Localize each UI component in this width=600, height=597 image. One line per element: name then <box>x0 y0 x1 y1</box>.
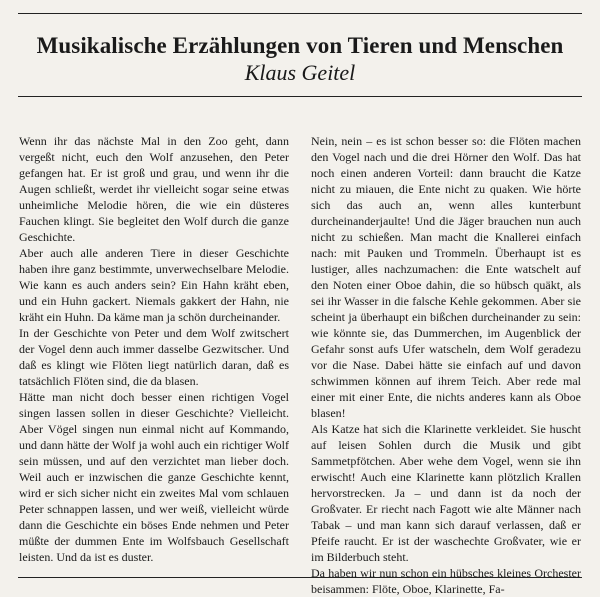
paragraph: Aber auch alle anderen Tiere in dieser Geschichte haben ihre ganz bestimmte, unverwechselbare Melodie. Wie kann es auch anders sein? Ein Hahn kräht eben, und ein Huhn gackert. Niemals gakkert der Hahn, nie kräht ein Huhn. Da käme man ja schön durcheinander. <box>19 246 289 324</box>
paragraph: Da haben wir nun schon ein hübsches kleines Orchester beisammen: Flöte, Oboe, Klarinette, Fa- <box>311 566 581 596</box>
paragraph: Als Katze hat sich die Klarinette verkleidet. Sie huscht auf leisen Sohlen durch die Musik und gibt Sammetpfötchen. Aber wehe dem Vogel, wenn sie ihn erwischt! Auch eine Klarinette kann plötzlich Krallen hervorstrecken. Ja – und dann ist da noch der Großvater. Er riecht nach Fagott wie alte Männer nach Tabak – und man kann sich darauf verlassen, daß er Pfeife raucht. Er ist der waschechte Großvater, wie er im Bilderbuch steht. <box>311 422 581 564</box>
text-column-left <box>19 133 289 565</box>
paragraph: In der Geschichte von Peter und dem Wolf zwitschert der Vogel denn auch immer dasselbe Gezwitscher. Und daß es klingt wie Flöten liegt natürlich daran, daß es tatsächlich Flöten sind, die da blasen. <box>19 326 289 388</box>
top-rule <box>18 13 582 14</box>
header-rule <box>18 96 582 97</box>
paragraph: Nein, nein – es ist schon besser so: die Flöten machen den Vogel nach und die drei Hörner den Wolf. Das hat noch einen anderen Vorteil: dann braucht die Katze nicht zu miauen, die Ente nicht zu quaken. Wie hörte sich das auch an, wenn alles kunterbunt durcheinanderjaulte! Und die Jäger brauchen nun auch nicht zu schießen. Man macht die Knallerei einfach nach: mit Pauken und Trommeln. Überhaupt ist es lustiger, alles nachzumachen: die Ente watschelt auf den Noten einer Oboe dahin, die so hübsch quäkt, als sei ihr Wasser in die falsche Kehle gekommen. Aber sie scheint ja überhaupt ein bißchen durcheinander zu sein: wie könnte sie, das Dummerchen, im Augenblick der Gefahr sonst aufs Ufer watscheln, dem Wolf geradezu vor die Nase. Dabei hätte sie einfach auf und davon schwimmen können auf ihrem Teich. Aber rede mal einer mit einer Ente, die nichts anderes kann als Oboe blasen! <box>311 134 581 420</box>
text-column-right <box>311 133 581 597</box>
bottom-rule <box>18 577 582 578</box>
article-title: Musikalische Erzählungen von Tieren und Menschen <box>36 33 564 58</box>
paragraph: Hätte man nicht doch besser einen richtigen Vogel singen lassen sollen in dieser Geschichte? Vielleicht. Aber Vögel singen nun einmal nicht auf Kommando, und dann hätte der Wolf ja wohl auch ein richtiger Wolf sein müssen, und auf den verzichtet man lieber doch. Weil auch er inzwischen die ganze Geschichte kennt, wird er sich sicher nicht ein zweites Mal vom schlauen Peter schnappen lassen, und wer weiß, vielleicht würde dann die Geschichte ein böses Ende nehmen und Peter müßte der dummen Ente im Wolfsbauch Gesellschaft leisten. Und da ist es duster. <box>19 390 289 564</box>
author-name: Klaus Geitel <box>244 60 356 85</box>
paragraph: Wenn ihr das nächste Mal in den Zoo geht, dann vergeßt nicht, euch den Wolf anzusehen, den Peter gefangen hat. Er ist groß und grau, und wenn ihr die Augen schließt, werdet ihr vielleicht sogar seine etwas unheimliche Melodie hören, die wie ein düsteres Fauchen klingt. Sie begleitet den Wolf durch die ganze Geschichte. <box>19 134 289 244</box>
